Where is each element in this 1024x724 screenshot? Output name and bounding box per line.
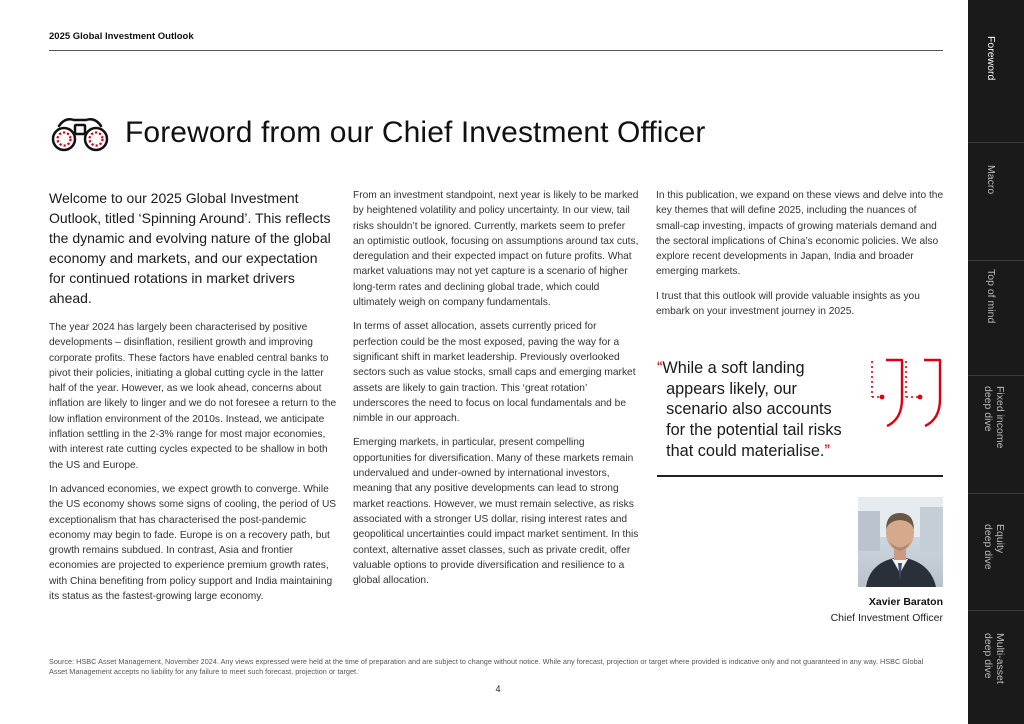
nav-item-fixed-income[interactable] (968, 375, 1024, 493)
author-name: Xavier Baraton (868, 596, 943, 608)
body-paragraph: From an investment standpoint, next year is likely to be marked by heightened volatility and policy uncertainty. In our view, tail risks shouldn’t be ignored. Currently, markets seem to prefer an optimistic outlook, focusing on assumptions around tax cuts, deregulation and their expected impact on future profits. What market valuations may not yet capture is a scenario of higher long-term rates and declining global trade, which could ultimately weigh on company fundamentals. (353, 190, 639, 309)
nav-item-top-of-mind[interactable] (968, 260, 1024, 375)
header-divider (49, 50, 943, 51)
nav-item-foreword[interactable] (968, 0, 1024, 142)
column-right (656, 188, 944, 328)
nav-label: Equity deep dive (982, 524, 1006, 570)
body-paragraph: Emerging markets, in particular, present compelling opportunities for diversification. Many of these markets remain undervalued and under-owned by international investors, meaning that any positive developments can lead to strong market reactions. However, we must remain selective, as risks associated with a stronger US dollar, rising interest rates and geopolitical uncertainties could impact market sentiment. In this context, alternative asset classes, such as private credit, offer valuable options to provide diversification and resilience to a global allocation. (353, 437, 639, 587)
column-middle (353, 188, 639, 597)
page-title: Foreword from our Chief Investment Officer (125, 116, 706, 149)
body-paragraph: In advanced economies, we expect growth to converge. While the US economy shows some signs of cooling, the period of US exceptionalism that has characterised the post-pandemic economy may begin to fade. Europe is on a recovery path, but growth remains subdued. In contrast, Asia and frontier economies are projected to experience premium growth rates, with China benefiting from policy support and India maintaining its status as the fastest-growing large economy. (49, 483, 337, 603)
nav-label: Macro (985, 165, 997, 195)
source-footnote: Source: HSBC Asset Management, November 2024. Any views expressed were held at the time of preparation and are subject to change without notice. While any forecast, projection or target where provided is indicative only and not guaranteed in any way. HSBC Global Asset Management accepts no liability for any failure to meet such forecast, projection or target. (49, 657, 924, 676)
body-paragraph: I trust that this outlook will provide valuable insights as you embark on your investment journey in 2025. (656, 290, 920, 318)
portrait-illustration (858, 497, 943, 587)
report-title: 2025 Global Investment Outlook (49, 31, 194, 42)
quote-divider (657, 475, 943, 477)
intro-paragraph: Welcome to our 2025 Global Investment Outlook, titled ‘Spinning Around’. This reflects the dynamic and evolving nature of the global economy and markets, and our expectation for continued rotations in market drivers ahead. (49, 190, 331, 306)
quote-line: for the potential tail risks (666, 421, 842, 440)
close-quote-mark: ” (824, 441, 830, 460)
nav-item-macro[interactable] (968, 142, 1024, 260)
body-paragraph: In this publication, we expand on these views and delve into the key themes that will define 2025, including the nuances of small-cap investing, impacts of growing materials demand and the sectoral implications of China’s economic policies. We also explore recent developments in Japan, India and broader emerging markets. (656, 190, 944, 278)
quote-line: that could materialise.” (666, 441, 830, 460)
quotation-marks-icon (868, 357, 944, 429)
nav-item-equity[interactable] (968, 493, 1024, 610)
nav-label: Foreword (985, 36, 997, 81)
quote-line: “While a soft landing (657, 359, 805, 377)
author-photo (858, 497, 943, 587)
author-role: Chief Investment Officer (830, 612, 943, 624)
body-paragraph: The year 2024 has largely been characterised by positive developments – disinflation, resilient growth and improving corporate profits. These factors have enabled central banks to pivot their policies, initiating a global cutting cycle in the latter half of the year. However, as we look ahead, concerns about inflation are likely to linger and we do not foresee a return to the low inflation environment of the 2010s. Instead, we anticipate inflation settling in the 2-3% range for most major economies, with interest rate cutting cycles expected to be shallow in both the US and Europe. (49, 322, 337, 471)
binoculars-icon (49, 112, 111, 154)
nav-label: Fixed income deep dive (982, 386, 1006, 449)
page-number: 4 (495, 684, 501, 694)
nav-item-multi-asset[interactable] (968, 610, 1024, 724)
nav-label: Top of mind (985, 269, 997, 324)
column-left (49, 188, 337, 613)
quote-line: appears likely, our (666, 379, 797, 398)
section-nav-sidebar (968, 0, 1024, 724)
page-heading (49, 112, 706, 154)
pull-quote (657, 358, 862, 462)
body-paragraph: In terms of asset allocation, assets currently priced for perfection could be the most exposed, paving the way for a significant shift in market leadership. Previously overlooked sectors such as value stocks, small caps and emerging market assets are likely to gain traction. This ‘great rotation’ underscores the need to focus on local fundamentals and be nimble in our approach. (353, 321, 636, 425)
nav-label: Multi-asset deep dive (982, 633, 1006, 684)
open-quote-mark: “ (657, 359, 663, 377)
quote-line: scenario also accounts (666, 400, 832, 419)
